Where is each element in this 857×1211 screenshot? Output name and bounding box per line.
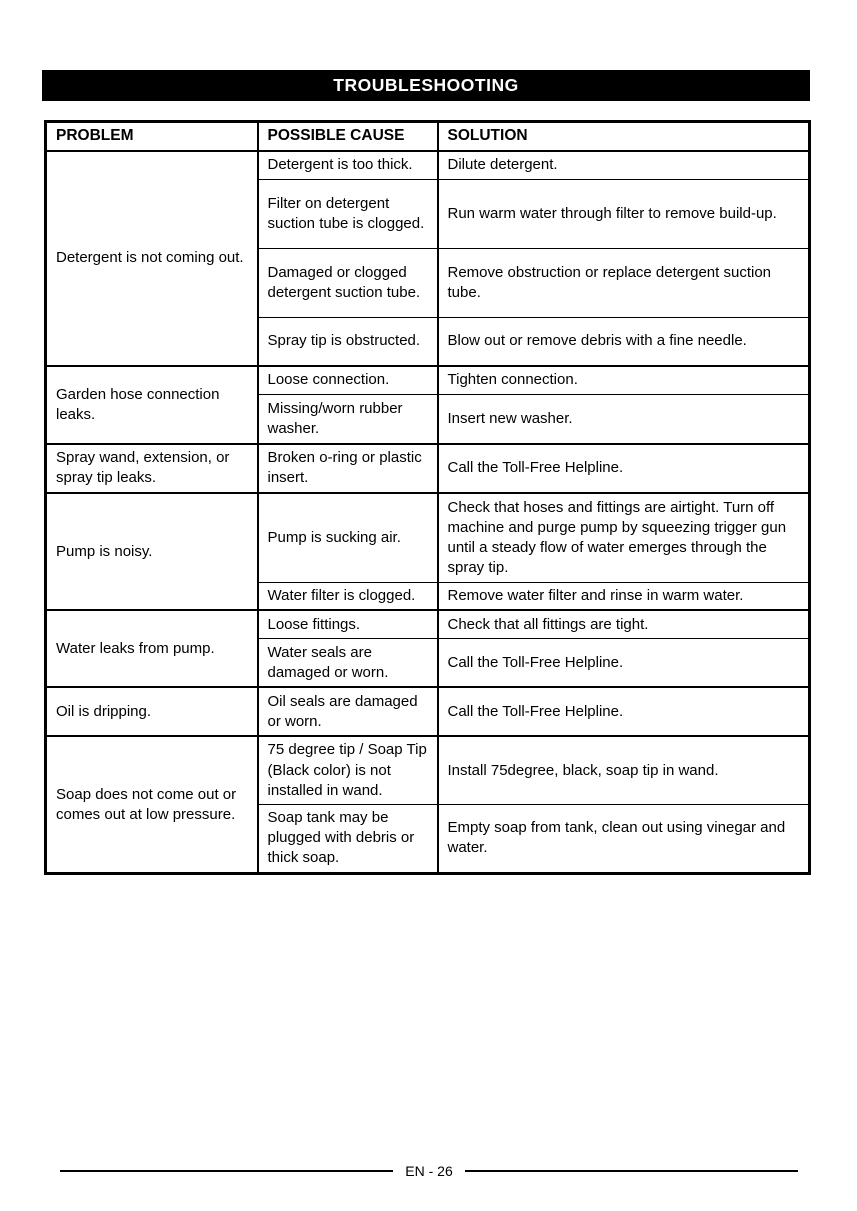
table-row — [46, 444, 810, 493]
table-row — [46, 687, 810, 736]
table-row — [46, 610, 810, 638]
cause-cell: Filter on detergent suction tube is clogged. — [258, 180, 438, 249]
solution-cell: Check that hoses and fittings are airtight. Turn off machine and purge pump by squeezing trigger gun until a steady flow of water emerges through the spray tip. — [438, 493, 810, 583]
solution-cell: Empty soap from tank, clean out using vinegar and water. — [438, 804, 810, 873]
page-footer — [60, 1163, 798, 1179]
cause-cell: Loose fittings. — [258, 610, 438, 638]
cause-cell: Damaged or clogged detergent suction tube. — [258, 249, 438, 318]
table-row — [46, 736, 810, 804]
solution-cell: Call the Toll-Free Helpline. — [438, 687, 810, 736]
cause-cell: Loose connection. — [258, 366, 438, 395]
problem-cell: Soap does not come out or comes out at low pressure. — [46, 736, 258, 873]
section-title-bar — [42, 70, 810, 101]
page-number: EN - 26 — [405, 1163, 453, 1179]
solution-cell: Remove water filter and rinse in warm water. — [438, 583, 810, 611]
problem-cell: Detergent is not coming out. — [46, 151, 258, 366]
cause-cell: Detergent is too thick. — [258, 151, 438, 180]
table-header-row — [46, 122, 810, 151]
solution-cell: Run warm water through filter to remove build-up. — [438, 180, 810, 249]
cause-cell: Spray tip is obstructed. — [258, 318, 438, 366]
section-title: TROUBLESHOOTING — [333, 75, 519, 95]
cause-cell: Soap tank may be plugged with debris or thick soap. — [258, 804, 438, 873]
footer-rule-left — [60, 1170, 393, 1172]
column-header-solution: SOLUTION — [438, 122, 810, 151]
footer-rule-right — [465, 1170, 798, 1172]
solution-cell: Call the Toll-Free Helpline. — [438, 638, 810, 687]
solution-cell: Blow out or remove debris with a fine needle. — [438, 318, 810, 366]
cause-cell: Missing/worn rubber washer. — [258, 395, 438, 444]
cause-cell: Water seals are damaged or worn. — [258, 638, 438, 687]
cause-cell: 75 degree tip / Soap Tip (Black color) is not installed in wand. — [258, 736, 438, 804]
solution-cell: Insert new washer. — [438, 395, 810, 444]
table-row — [46, 493, 810, 583]
troubleshooting-table — [44, 120, 811, 875]
problem-cell: Spray wand, extension, or spray tip leaks. — [46, 444, 258, 493]
cause-cell: Oil seals are damaged or worn. — [258, 687, 438, 736]
cause-cell: Pump is sucking air. — [258, 493, 438, 583]
cause-cell: Water filter is clogged. — [258, 583, 438, 611]
solution-cell: Tighten connection. — [438, 366, 810, 395]
solution-cell: Dilute detergent. — [438, 151, 810, 180]
table-row — [46, 151, 810, 180]
problem-cell: Oil is dripping. — [46, 687, 258, 736]
table-row — [46, 366, 810, 395]
problem-cell: Garden hose connection leaks. — [46, 366, 258, 444]
solution-cell: Call the Toll-Free Helpline. — [438, 444, 810, 493]
column-header-cause: POSSIBLE CAUSE — [258, 122, 438, 151]
problem-cell: Water leaks from pump. — [46, 610, 258, 687]
cause-cell: Broken o-ring or plastic insert. — [258, 444, 438, 493]
problem-cell: Pump is noisy. — [46, 493, 258, 611]
solution-cell: Check that all fittings are tight. — [438, 610, 810, 638]
solution-cell: Remove obstruction or replace detergent suction tube. — [438, 249, 810, 318]
solution-cell: Install 75degree, black, soap tip in wand. — [438, 736, 810, 804]
column-header-problem: PROBLEM — [46, 122, 258, 151]
